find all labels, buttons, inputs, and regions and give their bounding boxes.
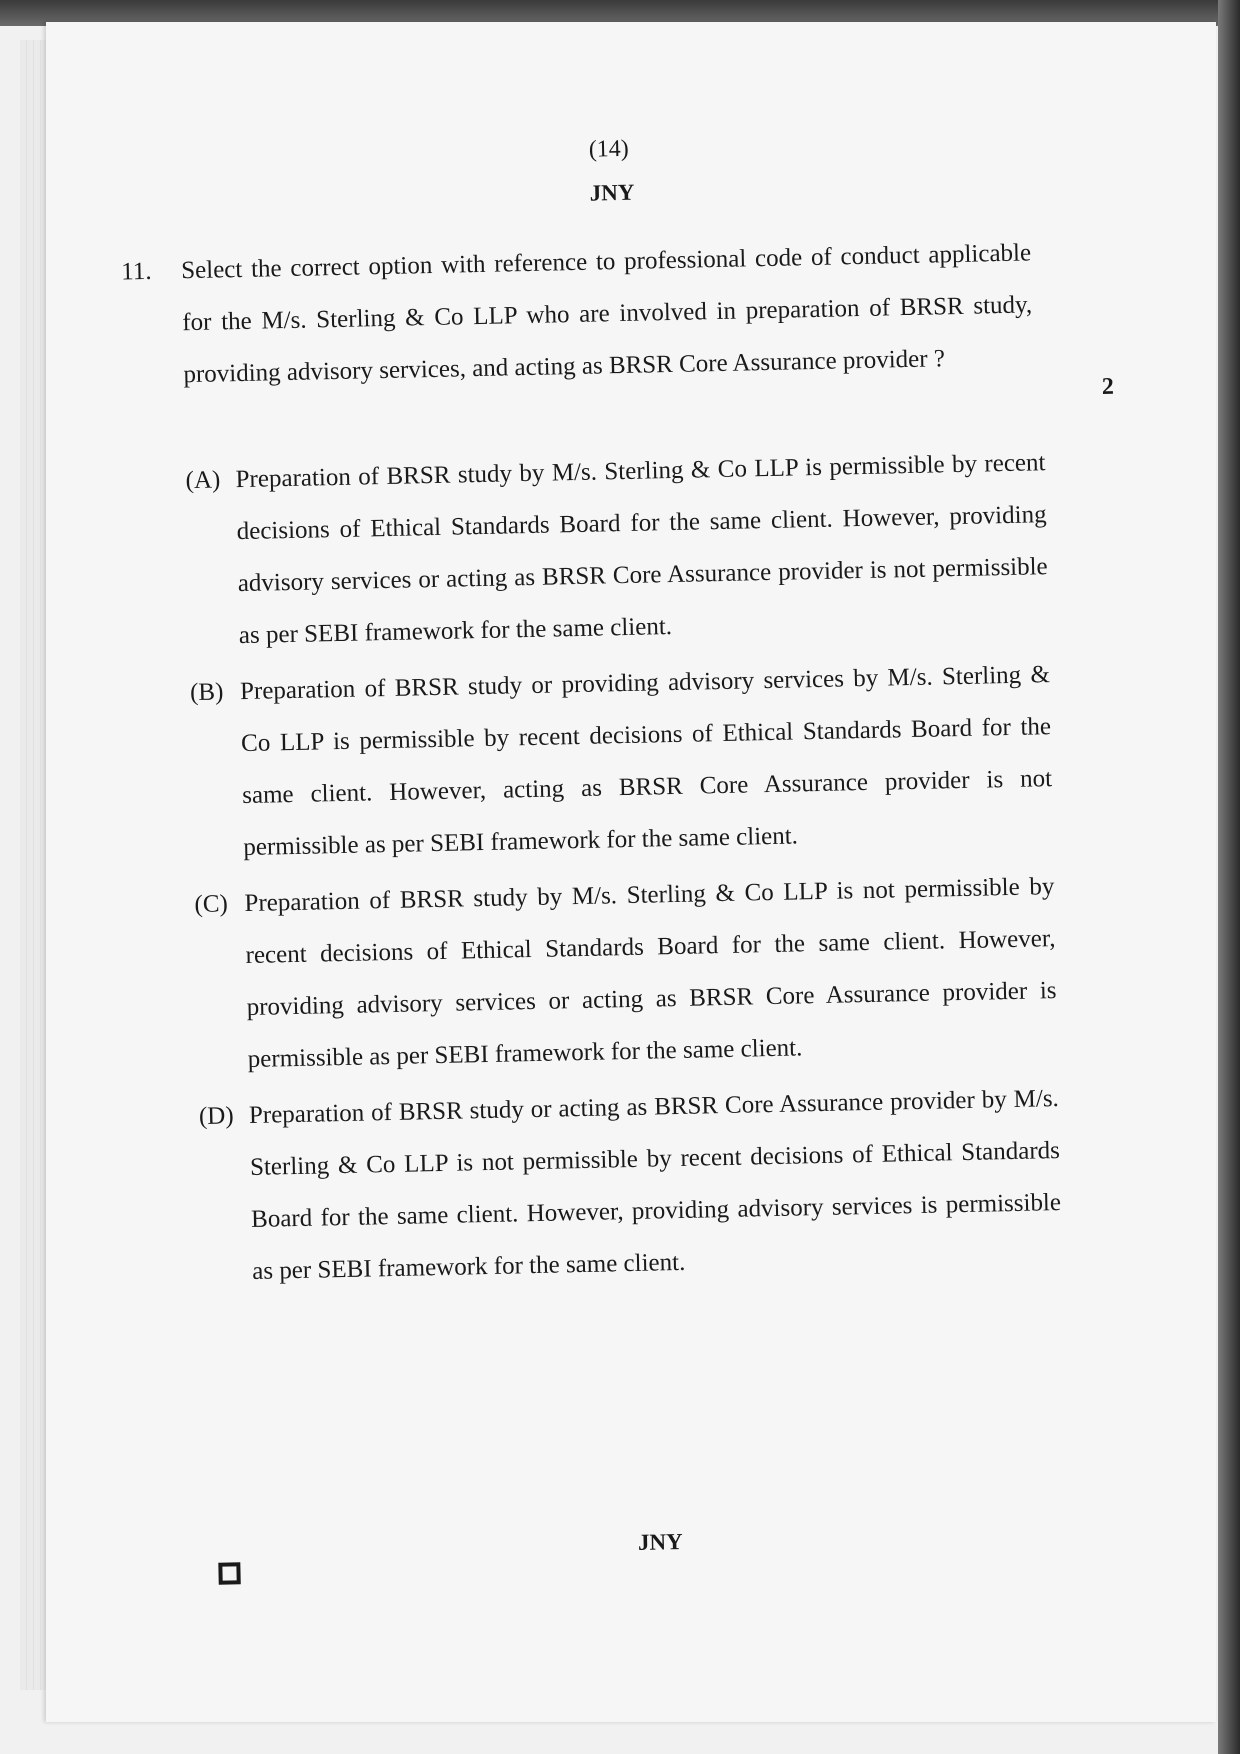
sheet-content [46, 0, 1240, 1722]
option-c [194, 861, 1058, 1087]
scan-right-edge [1218, 0, 1240, 1754]
option-b [190, 649, 1054, 875]
options-list [185, 437, 1063, 1303]
question-text: Select the correct option with reference to professional code of conduct applicable for the M/s. Sterling & Co LLP who are involved in preparation of BRSR study, providing advisory services, and acting as BRSR Core Assurance provider ? [180, 239, 1033, 389]
question-11 [121, 227, 1034, 402]
side-mark: 2 [1101, 373, 1115, 400]
paper-code-bottom: JNY [637, 1529, 683, 1555]
corner-square-mark [218, 1562, 240, 1584]
option-d [198, 1073, 1062, 1299]
exam-sheet [46, 22, 1216, 1722]
option-text: Preparation of BRSR study or acting as BRSR Core Assurance provider by M/s. Sterling & Co LLP is not permissible by recent decisions of Ethical Standards Board for the same client. However, providing advisory services is permissible as per SEBI framework for the same client. [248, 1085, 1062, 1285]
option-label: (D) [198, 1102, 234, 1131]
option-label: (B) [189, 678, 224, 707]
page-number: (14) [588, 135, 630, 163]
option-a [185, 437, 1049, 663]
question-number: 11. [120, 257, 152, 286]
option-text: Preparation of BRSR study by M/s. Sterling & Co LLP is not permissible by recent decisions of Ethical Standards Board for the same client. However, providing advisory services or acting as BRSR Core Assurance provider is permissible as per SEBI framework for the same client. [244, 873, 1057, 1073]
option-label: (A) [185, 466, 221, 495]
option-text: Preparation of BRSR study or providing advisory services by M/s. Sterling & Co LLP is permissible by recent decisions of Ethical Standards Board for the same client. However, acting as BRSR Core Assurance provider is not permissible as per SEBI framework for the same client. [239, 661, 1053, 862]
option-label: (C) [194, 890, 229, 919]
paper-code-top: JNY [589, 179, 635, 206]
option-text: Preparation of BRSR study by M/s. Sterling & Co LLP is permissible by recent decisions of Ethical Standards Board for the same client. However, providing advisory services or acting as BRSR Core Assurance provider is not permissible as per SEBI framework for the same client. [235, 449, 1048, 650]
